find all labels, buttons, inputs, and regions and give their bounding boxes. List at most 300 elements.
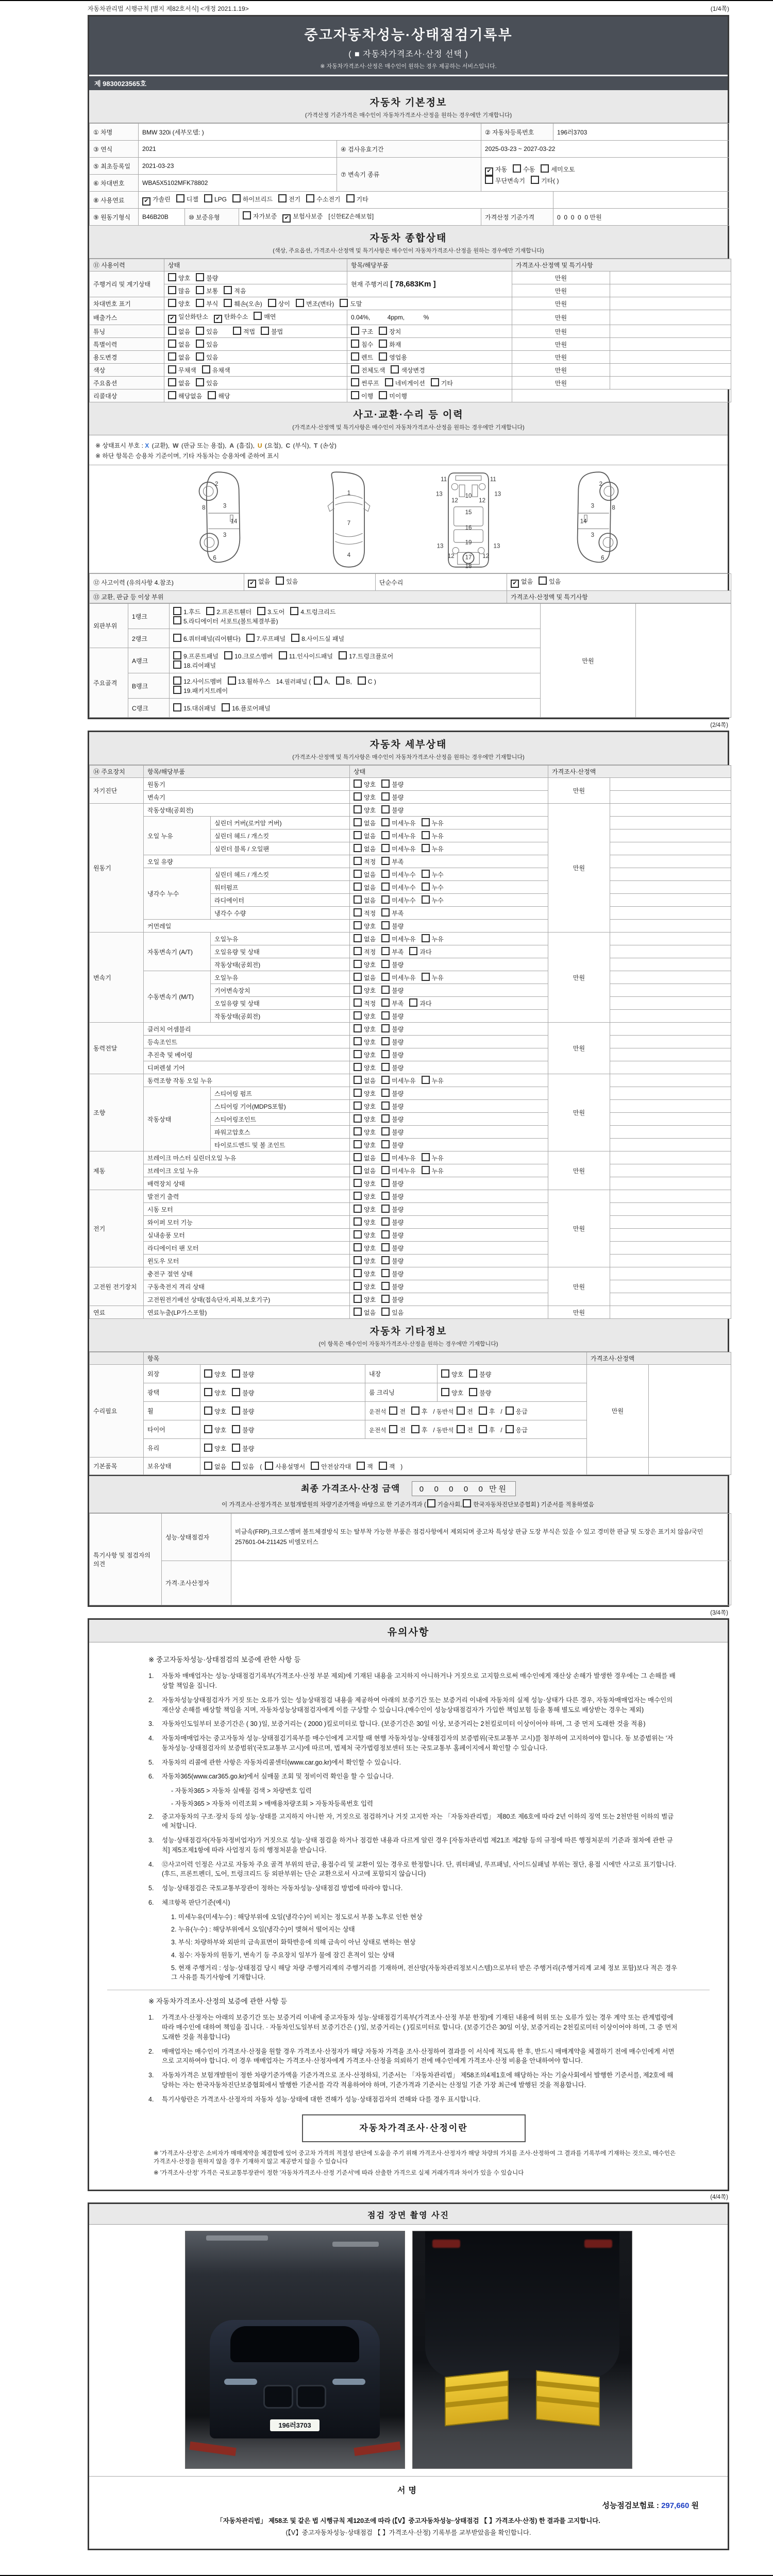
checkbox[interactable] [431,378,439,386]
checkbox[interactable] [381,844,390,852]
checkbox[interactable] [196,286,204,294]
checkbox[interactable] [441,1369,449,1378]
checkbox-label: 불량 [392,1258,404,1265]
checkbox[interactable] [354,1179,362,1187]
checkbox[interactable] [381,831,390,839]
check-option [340,299,362,308]
checkbox[interactable] [196,340,204,348]
checkbox[interactable] [531,176,539,184]
checkbox-label: 누유 [431,833,444,840]
empty-cell [610,1306,731,1319]
checkbox[interactable] [354,883,362,891]
checkbox[interactable] [381,1037,390,1045]
checkbox[interactable] [354,908,362,917]
price-cell: 만원 [548,1267,610,1306]
checkbox-label: 없음 [364,833,376,840]
glass-label: 유리 [144,1439,200,1458]
checkbox[interactable] [232,1388,240,1396]
checkbox[interactable] [541,164,549,173]
check-option [306,194,340,204]
legend-item [145,442,170,449]
checkbox[interactable] [204,1369,212,1378]
notice-item-text: ⑫사고이력 인정은 사고로 자동차 주요 골격 부위의 판금, 용접수리 및 교환이 있는 경우로 한정합니다. 단, 쿼터패널, 루프패널, 사이드실패널 부위는 절단, 용접 시에만 사고로 표기합니다. (후드, 프론트펜더, 도어, 트렁크리드 등 외판부위는 단순 교환으로서 사고에 포함되지 않습니다) [162,1860,677,1878]
checkbox[interactable] [422,883,430,891]
checkbox[interactable] [381,1089,390,1097]
checkbox[interactable] [422,934,430,942]
notice-s1-title: ※ 중고자동차성능·상태점검의 보증에 관한 사항 등 [148,1656,301,1664]
detail-row [90,791,731,804]
checkbox-checked[interactable]: ✔ [248,580,256,588]
checkbox[interactable] [354,934,362,942]
checkbox[interactable] [379,327,387,335]
checkbox[interactable] [354,895,362,904]
empty-cell [610,868,731,881]
checkbox[interactable] [232,1444,240,1452]
checkbox[interactable] [176,194,184,202]
checkbox[interactable] [441,1388,449,1396]
tuning-options [164,325,347,338]
check-option [422,973,444,982]
check-option [391,365,425,375]
checkbox[interactable] [351,352,359,361]
checkbox[interactable] [539,577,547,585]
checkbox[interactable] [381,1101,390,1110]
checkbox[interactable] [354,1050,362,1058]
legend-desc: (손상) [318,442,337,449]
checkbox[interactable] [469,1388,477,1396]
checkbox[interactable] [457,1425,465,1433]
checkbox[interactable] [354,1269,362,1277]
checkbox[interactable] [336,676,344,685]
checkbox-label: 양호 [364,1206,376,1213]
checkbox[interactable] [196,378,204,386]
checkbox[interactable] [422,1076,430,1084]
checkbox[interactable] [381,818,390,826]
checkbox[interactable] [354,1076,362,1084]
checkbox[interactable] [379,1462,387,1470]
checkbox[interactable] [232,1462,240,1470]
checkbox[interactable] [422,844,430,852]
check-option [204,1388,226,1397]
checkbox[interactable] [457,1406,465,1415]
notice-item-number: 4. [148,2095,154,2103]
ramp-stripe [537,2396,599,2408]
checkbox[interactable] [173,686,181,694]
checkbox[interactable] [422,1166,430,1174]
legend-item [314,442,337,449]
check-option [142,195,171,206]
checkbox[interactable] [279,651,287,659]
checkbox[interactable] [409,998,417,1007]
checkbox[interactable] [381,1308,390,1316]
checkbox[interactable] [411,1425,419,1433]
checkbox[interactable] [506,1406,514,1415]
checkbox[interactable] [224,299,232,307]
checkbox[interactable] [354,998,362,1007]
checkbox[interactable] [354,831,362,839]
checkbox[interactable] [379,340,387,348]
checkbox[interactable] [381,960,390,968]
checkbox-label: 불량 [242,1389,255,1397]
checkbox-label: 양호 [214,1445,227,1452]
checkbox[interactable] [381,1205,390,1213]
checkbox-checked[interactable]: ✔ [282,214,291,223]
checkbox[interactable] [381,973,390,981]
check-option [479,1425,495,1434]
check-option [427,1499,462,1509]
checkbox[interactable] [346,194,355,202]
checkbox[interactable] [354,1037,362,1045]
checkbox[interactable] [168,352,176,361]
checkbox-label: 양호 [364,1013,376,1020]
checkbox[interactable] [381,947,390,955]
checkbox-label: 후 [489,1408,495,1415]
checkbox-label: 불량 [392,1039,404,1046]
overall-header-item: 항목/해당부품 [347,259,512,272]
checkbox[interactable] [354,1166,362,1174]
car-windshield [230,2326,359,2362]
checkbox[interactable] [232,1369,240,1378]
checkbox[interactable] [463,1499,471,1507]
notice-item-number: 5. [148,1758,154,1766]
checkbox[interactable] [204,1388,212,1396]
checkbox[interactable] [411,1406,419,1415]
checkbox[interactable] [381,934,390,942]
detail-row [90,920,731,933]
checkbox[interactable] [381,1295,390,1303]
checkbox[interactable] [246,634,255,642]
detail-row [90,1164,731,1177]
checkbox[interactable] [354,792,362,801]
checkbox[interactable] [381,1127,390,1136]
legend-code: W [173,442,179,449]
checkbox[interactable] [391,365,399,374]
state-options [350,1216,548,1229]
checkbox[interactable] [381,921,390,929]
checkbox[interactable] [479,1425,487,1433]
checkbox[interactable] [354,947,362,955]
check-option [506,1425,528,1434]
checkbox[interactable] [381,1050,390,1058]
notice-item-number: 1. [148,2014,154,2022]
checkbox[interactable] [422,818,430,826]
detail-row [90,1203,731,1216]
checkbox[interactable] [173,616,181,624]
checkbox[interactable] [381,998,390,1007]
check-option [409,947,431,956]
checkbox[interactable] [354,1282,362,1290]
checkbox[interactable] [354,1230,362,1239]
checkbox[interactable] [196,273,204,281]
checkbox[interactable] [290,607,298,615]
checkbox[interactable] [173,634,181,642]
checkbox[interactable] [381,870,390,878]
checkbox[interactable] [351,327,359,335]
checkbox[interactable] [232,194,241,202]
checkbox[interactable] [381,895,390,904]
checkbox-label: 기술사회, [437,1502,462,1508]
checkbox[interactable] [381,1024,390,1032]
checkbox[interactable] [339,651,347,659]
checkbox[interactable] [354,779,362,788]
check-option [381,1011,404,1021]
checkbox-label: 4.트렁크리드 [300,608,336,616]
checkbox[interactable] [354,1217,362,1226]
checkbox[interactable] [351,365,359,374]
checkbox[interactable] [173,703,181,711]
checkbox[interactable] [485,176,493,184]
checkbox[interactable] [222,703,230,711]
checkbox[interactable] [381,1076,390,1084]
checkbox[interactable] [224,286,232,294]
checkbox[interactable] [202,365,210,374]
checkbox[interactable] [354,818,362,826]
check-option [354,792,376,802]
checkbox[interactable] [196,327,204,335]
checkbox[interactable] [204,1462,212,1470]
checkbox[interactable] [381,1192,390,1200]
checkbox[interactable] [168,273,176,281]
checkbox[interactable] [422,1153,430,1161]
rankC-label: C랭크 [128,699,170,718]
checkbox[interactable] [354,1024,362,1032]
price-cell: 만원 [512,351,610,364]
checkbox[interactable] [354,986,362,994]
checkbox[interactable] [204,1444,212,1452]
checkbox[interactable] [422,895,430,904]
check-option [422,818,444,827]
checkbox-label: 미세누수 [392,884,416,891]
checkbox[interactable] [354,1011,362,1020]
notice-item-text: 성능·상태점검은 국토교통부장관이 정하는 자동차성능·상태점검 방법에 따라야 합니다. [162,1885,403,1892]
checkbox[interactable] [208,391,216,399]
checkbox-label: 후 [421,1408,428,1415]
checkbox[interactable] [173,651,181,659]
car-underbody [425,2231,619,2378]
checkbox-label: 불량 [392,1116,404,1123]
checkbox-label: 탄화수소 [224,313,248,320]
check-option [276,577,298,586]
checkbox-label: 양호 [364,1129,376,1136]
checkbox-checked[interactable]: ✔ [214,315,222,323]
state-options [350,1229,548,1242]
checkbox[interactable] [354,1243,362,1251]
checkbox[interactable] [381,883,390,891]
checkbox[interactable] [381,857,390,865]
checkbox[interactable] [306,194,314,202]
car-front-body [210,2320,380,2438]
checkbox-label: 전 [399,1408,406,1415]
notice-item-number: 2. [148,1696,154,1704]
checkbox[interactable] [422,973,430,981]
checkbox[interactable] [232,1425,240,1433]
checkbox[interactable] [233,327,241,335]
checkbox[interactable] [354,844,362,852]
checkbox-label: 무채색 [178,367,196,374]
checkbox[interactable] [354,857,362,865]
item-name: 스티어링조인트 [211,1113,350,1126]
checkbox[interactable] [351,340,359,348]
checkbox[interactable] [354,973,362,981]
checkbox[interactable] [469,1369,477,1378]
checkbox[interactable] [354,1063,362,1071]
checkbox[interactable] [204,1425,212,1433]
checkbox-checked[interactable]: ✔ [168,315,176,323]
checkbox[interactable] [354,1114,362,1123]
checkbox[interactable] [173,660,181,669]
checkbox[interactable] [385,378,393,386]
checkbox[interactable] [381,1282,390,1290]
checkbox-label: 없음 [178,380,191,387]
checkbox[interactable] [381,792,390,801]
checkbox[interactable] [228,676,236,685]
section-photo-header [89,2204,728,2225]
checkbox[interactable] [204,194,212,202]
check-option [457,1406,473,1416]
state-options [350,868,548,881]
checkbox[interactable] [168,340,176,348]
checkbox[interactable] [381,1114,390,1123]
checkbox[interactable] [168,391,176,399]
checkbox[interactable] [381,1256,390,1264]
checkbox[interactable] [291,634,299,642]
legal-notice-line-1: 「자동차관리법」 제58조 및 같은 법 시행규칙 제120조에 따라 (【V】중고자동차성능·상태점검 【 】가격조사·산정) 한 결과를 고지합니다. [216,2517,600,2524]
checkbox[interactable] [224,651,232,659]
checkbox-checked[interactable]: ✔ [511,580,519,588]
checkbox[interactable] [311,1462,319,1470]
checkbox[interactable] [206,607,214,615]
checkbox[interactable] [268,299,276,307]
check-option [173,676,222,686]
checkbox[interactable] [381,805,390,814]
checkbox[interactable] [381,1217,390,1226]
notice-item [148,1836,679,1855]
checkbox-checked[interactable]: ✔ [485,167,493,176]
checkbox-label: 불량 [392,1180,404,1188]
checkbox[interactable] [354,1127,362,1136]
checkbox[interactable] [354,1256,362,1264]
checkbox[interactable] [354,1295,362,1303]
checkbox[interactable] [513,164,521,173]
car-headlight-right [332,2379,365,2385]
checkbox-label: 누유 [431,1167,444,1175]
checkbox[interactable] [381,908,390,917]
checkbox[interactable] [204,1406,212,1415]
checkbox[interactable] [354,805,362,814]
checkbox[interactable] [381,1269,390,1277]
check-option [232,1425,254,1434]
checkbox[interactable] [340,299,348,307]
checkbox[interactable] [381,1011,390,1020]
checkbox[interactable] [409,947,417,955]
checkbox[interactable] [381,1179,390,1187]
checkbox[interactable] [381,1230,390,1239]
checkbox[interactable] [254,312,262,320]
checkbox[interactable] [257,607,265,615]
checkbox[interactable] [173,607,181,615]
checkbox[interactable] [354,1153,362,1161]
checkbox[interactable] [196,299,204,307]
item-name: 추진축 및 베어링 [144,1048,350,1061]
checkbox[interactable] [354,1101,362,1110]
checkbox[interactable] [232,1406,240,1415]
check-option [354,973,376,982]
checkbox-label: 누수 [431,871,444,878]
checkbox[interactable] [265,1462,273,1470]
checkbox[interactable] [196,352,204,361]
checkbox[interactable] [381,1140,390,1148]
checkbox[interactable] [381,1063,390,1071]
checkbox-label: 전 [467,1426,473,1434]
checkbox[interactable] [168,327,176,335]
checkbox[interactable] [389,1425,397,1433]
checkbox[interactable] [168,378,176,386]
checkbox[interactable] [381,1153,390,1161]
checkbox[interactable] [379,352,387,361]
checkbox-label: 없음 [364,820,376,827]
check-option [354,1063,376,1072]
checkbox[interactable] [354,1308,362,1316]
checkbox[interactable] [381,779,390,788]
checkbox[interactable] [354,960,362,968]
checkbox-label: 누유 [431,1155,444,1162]
checkbox[interactable] [354,870,362,878]
check-option [381,1140,404,1149]
checkbox[interactable] [427,1499,435,1507]
checkbox[interactable] [357,1462,365,1470]
checkbox[interactable] [358,676,366,685]
checkbox[interactable] [276,577,284,585]
checkbox[interactable] [261,327,269,335]
checkbox[interactable] [506,1425,514,1433]
checkbox-checked[interactable]: ✔ [142,197,150,206]
row-main-options-label: 주요옵션 [90,377,164,389]
checkbox[interactable] [351,378,359,386]
check-option [422,831,444,840]
checkbox[interactable] [354,1089,362,1097]
checkbox[interactable] [173,676,181,685]
check-option [381,895,415,905]
checkbox[interactable] [168,286,176,294]
checkbox[interactable] [168,299,176,307]
checkbox[interactable] [278,194,287,202]
check-option [354,1089,376,1098]
checkbox[interactable] [354,1205,362,1213]
checkbox[interactable] [422,870,430,878]
checkbox[interactable] [422,831,430,839]
section-notice-title: 유의사항 [387,1627,430,1638]
check-option [381,805,404,815]
checkbox[interactable] [351,391,359,399]
checkbox[interactable] [479,1406,487,1415]
checkbox[interactable] [243,211,251,219]
checkbox[interactable] [296,299,304,307]
checkbox[interactable] [168,365,176,374]
detail-row [90,1048,731,1061]
checkbox[interactable] [381,1166,390,1174]
checkbox[interactable] [354,1140,362,1148]
checkbox[interactable] [389,1406,397,1415]
checkbox-label: 양호 [364,1270,376,1278]
legend-code: C [285,442,291,449]
checkbox[interactable] [381,986,390,994]
panel-number-label: 1 [347,490,350,497]
checkbox[interactable] [314,676,322,685]
checkbox[interactable] [379,391,387,399]
checkbox[interactable] [381,1243,390,1251]
checkbox[interactable] [354,921,362,929]
checkbox[interactable] [354,1192,362,1200]
